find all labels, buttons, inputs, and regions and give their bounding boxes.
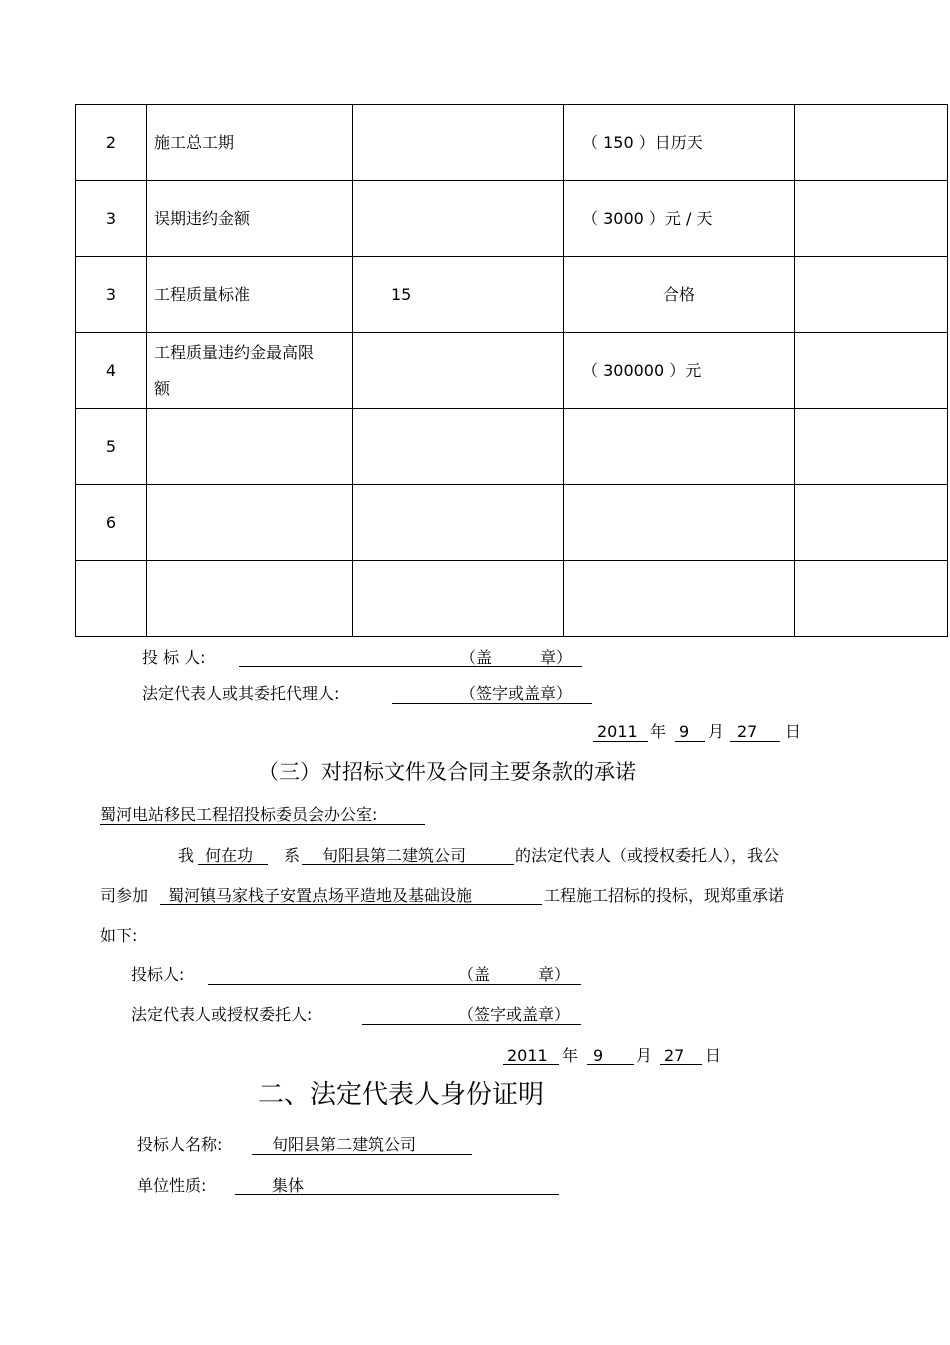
para-wo: 我 <box>178 846 195 865</box>
commit-date-month: 9 <box>593 1046 604 1065</box>
id-proof-title: 二、法定代表人身份证明 <box>258 1080 545 1110</box>
row-number: 6 <box>76 485 147 561</box>
bidder-name-line <box>252 1154 472 1155</box>
commit-date-year: 2011 <box>507 1046 548 1065</box>
row-note <box>795 409 948 485</box>
addressee: 蜀河电站移民工程招投标委员会办公室: <box>100 805 378 824</box>
row-score <box>353 333 564 409</box>
table-row <box>76 409 948 485</box>
row-score <box>353 409 564 485</box>
row-item <box>147 485 353 561</box>
representative-name: 何在功 <box>205 846 254 865</box>
row-note <box>795 561 948 637</box>
row-score <box>353 485 564 561</box>
table-row <box>76 485 948 561</box>
row-item <box>147 409 353 485</box>
commit-date-year-unit: 年 <box>562 1046 579 1065</box>
row-score <box>353 181 564 257</box>
row-value: （ 300000 ）元 <box>564 333 795 409</box>
unit-nature-label: 单位性质: <box>137 1176 207 1195</box>
table-row <box>76 333 948 409</box>
row-number: 3 <box>76 257 147 333</box>
row-note <box>795 105 948 181</box>
addressee-underline <box>100 824 425 825</box>
company-name: 旬阳县第二建筑公司 <box>322 846 467 865</box>
row-number: 2 <box>76 105 147 181</box>
date-day-unit: 日 <box>785 722 802 741</box>
date-month-line <box>675 741 705 742</box>
para-line2-end: 工程施工招标的投标，现郑重承诺 <box>544 886 785 905</box>
row-value <box>564 485 795 561</box>
bidder-name-value: 旬阳县第二建筑公司 <box>272 1135 417 1154</box>
row-item: 施工总工期 <box>147 105 353 181</box>
row-score <box>353 105 564 181</box>
commit-bidder-label: 投标人: <box>131 965 185 984</box>
commit-bidder-line <box>208 984 581 985</box>
para-line2-start: 司参加 <box>100 886 149 905</box>
row-value: 合格 <box>564 257 795 333</box>
row-item: 工程质量标准 <box>147 257 353 333</box>
representative-label: 法定代表人或其委托代理人: <box>142 684 340 703</box>
row-value: （ 3000 ）元 / 天 <box>564 181 795 257</box>
row-item: 误期违约金额 <box>147 181 353 257</box>
unit-nature-value: 集体 <box>272 1176 305 1195</box>
row-item <box>147 561 353 637</box>
para-xi: 系 <box>284 846 301 865</box>
date-month-unit: 月 <box>708 722 725 741</box>
row-value <box>564 561 795 637</box>
row-score <box>353 561 564 637</box>
commitment-section-title: （三）对招标文件及合同主要条款的承诺 <box>258 760 636 784</box>
commit-date-day: 27 <box>664 1046 685 1065</box>
bid-summary-table <box>75 104 948 637</box>
commit-date-month-unit: 月 <box>636 1046 653 1065</box>
project-name: 蜀河镇马家栈子安置点场平造地及基础设施 <box>168 886 473 905</box>
date-year: 2011 <box>597 722 638 741</box>
commit-rep-label: 法定代表人或授权委托人: <box>131 1005 313 1024</box>
representative-signature-line <box>392 703 592 704</box>
row-note <box>795 485 948 561</box>
row-value <box>564 409 795 485</box>
table-row <box>76 561 948 637</box>
date-month: 9 <box>679 722 690 741</box>
commit-date-day-unit: 日 <box>705 1046 722 1065</box>
date-year-line <box>593 741 648 742</box>
bidder-name-label: 投标人名称: <box>137 1135 223 1154</box>
row-value: （ 150 ）日历天 <box>564 105 795 181</box>
row-item: 工程质量违约金最高限额 <box>147 333 353 409</box>
table-row <box>76 257 948 333</box>
table-row <box>76 105 948 181</box>
row-score: 15 <box>353 257 564 333</box>
bidder-seal-note: （盖 章） <box>460 648 573 667</box>
row-note <box>795 257 948 333</box>
row-number: 5 <box>76 409 147 485</box>
row-number <box>76 561 147 637</box>
table-row <box>76 181 948 257</box>
row-note <box>795 181 948 257</box>
date-year-unit: 年 <box>650 722 667 741</box>
commit-rep-seal: （签字或盖章） <box>458 1005 571 1024</box>
row-number: 3 <box>76 181 147 257</box>
para-line3: 如下: <box>100 926 138 945</box>
bidder-label: 投 标 人: <box>142 648 206 667</box>
para-line1-rest: 的法定代表人（或授权委托人），我公 <box>515 846 780 865</box>
row-number: 4 <box>76 333 147 409</box>
date-day-line <box>730 741 780 742</box>
date-day: 27 <box>737 722 758 741</box>
representative-seal-note: （签字或盖章） <box>460 684 573 703</box>
commit-rep-line <box>362 1024 581 1025</box>
row-note <box>795 333 948 409</box>
commit-bidder-seal: （盖 章） <box>458 965 571 984</box>
